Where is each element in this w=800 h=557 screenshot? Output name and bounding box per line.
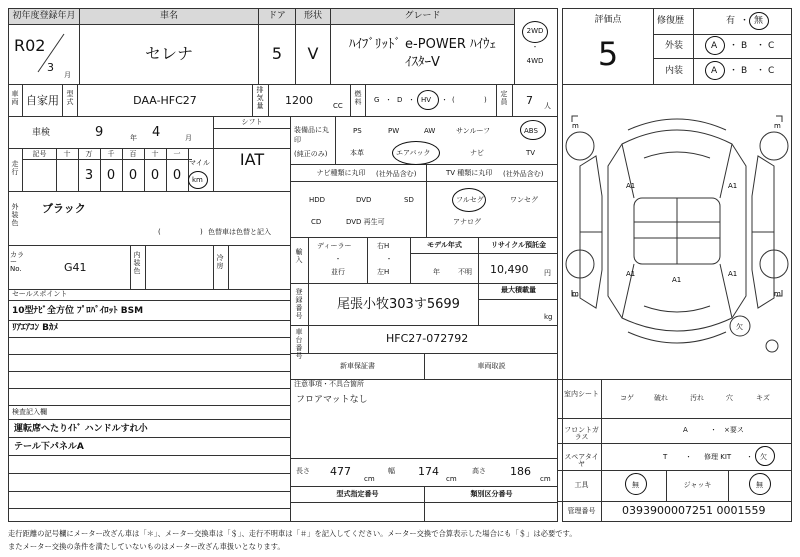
new-car-warranty: 新車保証書 bbox=[340, 362, 375, 370]
inspection-month-unit: 月 bbox=[185, 134, 192, 142]
shift-label: シフト bbox=[241, 118, 263, 126]
mileage-digit: 0 bbox=[172, 168, 182, 183]
exterior-dot2: ・ bbox=[756, 41, 766, 51]
mileage-digit: 0 bbox=[106, 168, 116, 183]
navi-dvd-play: DVD 再生可 bbox=[346, 218, 385, 226]
interior-sheet-item: 破れ bbox=[654, 394, 668, 402]
door-label: ドア bbox=[268, 11, 286, 21]
capacity-label: 定員 bbox=[500, 90, 508, 106]
drive-2wd: 2WD bbox=[526, 27, 544, 35]
equipment-sublabel: (純正のみ) bbox=[294, 150, 328, 158]
exterior-b: B bbox=[741, 41, 748, 51]
spare-tire-kit: 修理 KIT bbox=[704, 453, 732, 461]
fuel-hv: HV bbox=[421, 96, 432, 104]
inspection-month: 4 bbox=[152, 125, 161, 140]
interior-sheet-item: キズ bbox=[756, 394, 770, 402]
interior-sheet-item: 汚れ bbox=[690, 394, 704, 402]
navi-cd: CD bbox=[311, 218, 322, 226]
max-load-unit: kg bbox=[544, 313, 553, 321]
tv-sub: (社外品含む) bbox=[503, 170, 544, 178]
equipment-label: 装備品に丸印 bbox=[294, 126, 329, 144]
equipment-item: サンルーフ bbox=[456, 127, 491, 135]
int-color-label: 内装色 bbox=[133, 251, 141, 275]
import-dot1: ・ bbox=[334, 255, 342, 263]
length-value: 477 bbox=[330, 465, 351, 478]
color-note: 色替車は色替と記入 bbox=[208, 228, 271, 236]
damage-mark-3: A1 bbox=[626, 270, 636, 278]
length-label: 長さ bbox=[296, 467, 310, 475]
model-year-unknown: 不明 bbox=[458, 268, 472, 276]
color-note-open: ( bbox=[158, 228, 161, 236]
car-name: セレナ bbox=[144, 44, 193, 63]
navi-hdd: HDD bbox=[309, 196, 326, 204]
handle-left: 左H bbox=[377, 268, 390, 276]
sales-point-line-2: ﾘｱｴｱｺﾝ Bｶﾒ bbox=[12, 323, 58, 333]
windshield-a: A bbox=[683, 426, 688, 434]
fuel-dot2: ・ bbox=[408, 96, 415, 104]
tire-m-fr: m bbox=[774, 122, 781, 130]
interior-b: B bbox=[741, 66, 748, 76]
inspector-label: 検査記入欄 bbox=[12, 408, 47, 416]
mileage-unit-km: km bbox=[192, 176, 203, 184]
caution-value: フロアマットなし bbox=[296, 395, 368, 405]
tv-label: TV 種類に丸印 bbox=[446, 169, 493, 177]
jack-value: 無 bbox=[756, 481, 763, 489]
import-dot2: ・ bbox=[385, 255, 393, 263]
interior-a: A bbox=[711, 66, 718, 76]
aircon-label: 冷房 bbox=[216, 254, 224, 270]
model-year-label: モデル年式 bbox=[427, 241, 462, 249]
equipment-item: ナビ bbox=[470, 149, 484, 157]
color-label: 外装色 bbox=[11, 203, 19, 227]
interior-sheet-item: 穴 bbox=[726, 394, 733, 402]
inspection-year-unit: 年 bbox=[130, 134, 137, 142]
category-no-label: 類別区分番号 bbox=[470, 490, 513, 498]
disp-value: 1200 bbox=[285, 94, 313, 107]
door-count: 5 bbox=[271, 44, 283, 63]
equipment-item: PW bbox=[388, 127, 400, 135]
body-shape: V bbox=[307, 44, 319, 63]
usage-label: 車両 bbox=[11, 90, 19, 106]
equipment-item: ABS bbox=[524, 127, 538, 135]
handle-right: 右H bbox=[377, 242, 390, 250]
navi-sd: SD bbox=[404, 196, 414, 204]
grade-line-2: ｲｽﾀｰV bbox=[405, 55, 440, 70]
type-designation-label: 型式指定番号 bbox=[336, 490, 379, 498]
import-parallel: 並行 bbox=[331, 268, 345, 276]
lack-mark: 欠 bbox=[736, 323, 743, 331]
damage-mark-2: A1 bbox=[728, 182, 738, 190]
rear-bumper bbox=[628, 332, 726, 343]
tv-oneseg: ワンセグ bbox=[510, 196, 538, 204]
equipment-item: TV bbox=[526, 149, 536, 157]
disp-label: 排気量 bbox=[256, 86, 264, 110]
interior-c: C bbox=[768, 66, 775, 76]
repair-no: 無 bbox=[754, 16, 764, 26]
fuel-paren-open: ( bbox=[452, 96, 455, 104]
height-unit: cm bbox=[540, 475, 551, 483]
spare-tire-t: T bbox=[663, 453, 668, 461]
mileage-header: 十 bbox=[151, 150, 159, 158]
repair-label: 修復歴 bbox=[657, 16, 685, 26]
exterior-c: C bbox=[768, 41, 775, 51]
first-reg-month-unit: 月 bbox=[64, 71, 71, 79]
exterior-dot1: ・ bbox=[729, 41, 739, 51]
equipment-item: AW bbox=[424, 127, 436, 135]
disp-unit: CC bbox=[333, 102, 343, 110]
equipment-item: 本革 bbox=[350, 149, 364, 157]
abs-circle bbox=[520, 120, 546, 140]
jack-label: ジャッキ bbox=[683, 481, 712, 489]
mileage-digit: 0 bbox=[150, 168, 160, 183]
damage-mark-5: A1 bbox=[672, 276, 682, 284]
fuel-paren-close: ) bbox=[484, 96, 487, 104]
height-label: 高さ bbox=[472, 467, 486, 475]
tools-value: 無 bbox=[632, 481, 639, 489]
mileage-header: 百 bbox=[129, 150, 137, 158]
width-unit: cm bbox=[446, 475, 457, 483]
damage-mark-4: A1 bbox=[728, 270, 738, 278]
mileage-unit-mile: マイル bbox=[189, 159, 210, 167]
navi-dvd: DVD bbox=[356, 196, 372, 204]
import-dealer: ディーラー bbox=[317, 242, 352, 250]
mileage-header: 万 bbox=[85, 150, 93, 158]
tire-m-rr: m bbox=[774, 290, 781, 298]
inspection-year: 9 bbox=[95, 125, 104, 140]
caution-label: 注意事項・不具合箇所 bbox=[294, 380, 364, 388]
model-value: DAA-HFC27 bbox=[133, 94, 197, 107]
color-value: ブラック bbox=[42, 202, 86, 215]
capacity-value: 7 bbox=[526, 94, 533, 107]
car-name-label: 車名 bbox=[159, 11, 178, 21]
tire-m-fl: m bbox=[572, 122, 579, 130]
navi-sub: (社外品含む) bbox=[376, 170, 417, 178]
fuel-d: D bbox=[397, 96, 403, 104]
mileage-header: 十 bbox=[63, 150, 71, 158]
first-reg-era: R02 bbox=[14, 36, 46, 55]
grade-line-1: ﾊｲﾌﾞﾘｯﾄﾞ e-POWER ﾊｲｳｪ bbox=[348, 37, 497, 52]
grade-label: グレード bbox=[404, 11, 441, 21]
chassis-label: 車台番号 bbox=[295, 328, 303, 360]
width-value: 174 bbox=[418, 465, 439, 478]
model-label: 型式 bbox=[66, 90, 74, 106]
inspection-label: 車検 bbox=[32, 128, 51, 138]
fuel-dot3: ・ bbox=[441, 96, 448, 104]
fuel-dot1: ・ bbox=[385, 96, 392, 104]
footer-line-2: またメーター交換の条件を満たしていないものはメーター改ざん車扱いとなります。 bbox=[8, 542, 285, 551]
interior-dot2: ・ bbox=[756, 66, 766, 76]
sales-point-label: セールスポイント bbox=[12, 290, 68, 298]
mileage-header: 一 bbox=[173, 150, 181, 158]
color-no-value: G41 bbox=[64, 261, 87, 274]
interior-sheet-label: 室内シート bbox=[564, 390, 599, 398]
mgmt-label: 管理番号 bbox=[567, 507, 596, 515]
max-load-label: 最大積載量 bbox=[501, 286, 536, 294]
inspector-line-2: テール下パネルA bbox=[14, 442, 84, 452]
interior-dot1: ・ bbox=[729, 66, 739, 76]
windshield-x: ×要ス bbox=[724, 426, 744, 434]
damage-mark-1: A1 bbox=[626, 182, 636, 190]
color-no-label: カラーNo. bbox=[10, 251, 24, 273]
width-label: 幅 bbox=[388, 467, 395, 475]
mileage-label: 走行 bbox=[11, 160, 19, 176]
model-year-unit: 年 bbox=[433, 268, 440, 276]
capacity-unit: 人 bbox=[544, 102, 551, 110]
reg-no-value: 尾張小牧303す5699 bbox=[337, 297, 460, 312]
spare-tire-label: スペアタイヤ bbox=[564, 453, 599, 468]
windshield-dot: ・ bbox=[710, 426, 717, 434]
recycle-unit: 円 bbox=[544, 269, 551, 277]
length-unit: cm bbox=[364, 475, 375, 483]
sales-point-line-1: 10型ﾅﾋﾞ全方位 ﾌﾟﾛﾊﾟｲﾛｯﾄ BSM bbox=[12, 306, 144, 316]
repair-dot: ・ bbox=[740, 16, 750, 26]
score-label: 評価点 bbox=[594, 15, 622, 25]
first-reg-month: 3 bbox=[47, 61, 54, 74]
height-value: 186 bbox=[510, 465, 531, 478]
recycle-value: 10,490 bbox=[490, 263, 529, 276]
interior-sheet-item: コゲ bbox=[620, 394, 634, 402]
navi-label: ナビ種類に丸印 bbox=[316, 169, 366, 177]
shape-label: 形状 bbox=[303, 11, 322, 21]
car-diagram bbox=[562, 86, 792, 378]
tire-front-right bbox=[760, 132, 788, 160]
chassis-value: HFC27-072792 bbox=[386, 332, 469, 345]
exterior-a: A bbox=[711, 41, 718, 51]
interior-label: 内装 bbox=[665, 66, 684, 76]
car-manual: 車両取説 bbox=[477, 362, 506, 370]
equipment-item: エアバック bbox=[396, 149, 431, 157]
first-reg-label: 初年度登録年月 bbox=[12, 11, 76, 21]
footer-line-1: 走行距離の記号欄にメーター改ざん車は「＊」、メーター交換車は「＄」、走行不明車は「＃」を記入してください。メーター交換で合算表示した場合にも「＄」は必要です。 bbox=[8, 529, 577, 538]
usage-value: 自家用 bbox=[26, 94, 59, 107]
mgmt-value: 0393900007251 0001559 bbox=[622, 504, 766, 517]
mileage-header: 千 bbox=[107, 150, 115, 158]
fuel-label: 燃料 bbox=[354, 90, 362, 106]
front-bumper bbox=[628, 119, 726, 130]
windshield-label: フロントガラス bbox=[564, 426, 599, 441]
tv-analog: アナログ bbox=[453, 218, 481, 226]
repair-yes: 有 bbox=[726, 16, 736, 26]
reg-no-label: 登録番号 bbox=[295, 288, 303, 320]
drive-dot: ・ bbox=[531, 43, 539, 51]
equipment-item: PS bbox=[353, 127, 362, 135]
exterior-label: 外装 bbox=[665, 41, 684, 51]
spare-tire-dot1: ・ bbox=[685, 453, 692, 461]
spare-tire-dot2: ・ bbox=[746, 453, 753, 461]
airbag-circle bbox=[392, 141, 440, 165]
tools-label: 工具 bbox=[574, 481, 589, 489]
tire-m-rl: m bbox=[572, 290, 579, 298]
tire-front-left bbox=[566, 132, 594, 160]
color-note-close: ) bbox=[200, 228, 203, 236]
mileage-kigou: 記号 bbox=[32, 150, 47, 158]
fuel-g: G bbox=[374, 96, 380, 104]
import-label: 輸入 bbox=[295, 248, 303, 264]
drive-4wd: 4WD bbox=[526, 57, 544, 65]
shift-value: IAT bbox=[239, 150, 265, 169]
tv-fullseg: フルセグ bbox=[456, 196, 484, 204]
mileage-digit: 3 bbox=[84, 168, 94, 183]
score-value: 5 bbox=[597, 35, 619, 73]
mileage-digit: 0 bbox=[128, 168, 138, 183]
left-form-frame bbox=[8, 8, 558, 522]
spare-tire-none: 欠 bbox=[760, 453, 767, 461]
recycle-label: リサイクル預託金 bbox=[490, 241, 547, 249]
inspector-line-1: 運転席へたりｲﾄﾞ ハンドルすれ小 bbox=[14, 424, 148, 434]
